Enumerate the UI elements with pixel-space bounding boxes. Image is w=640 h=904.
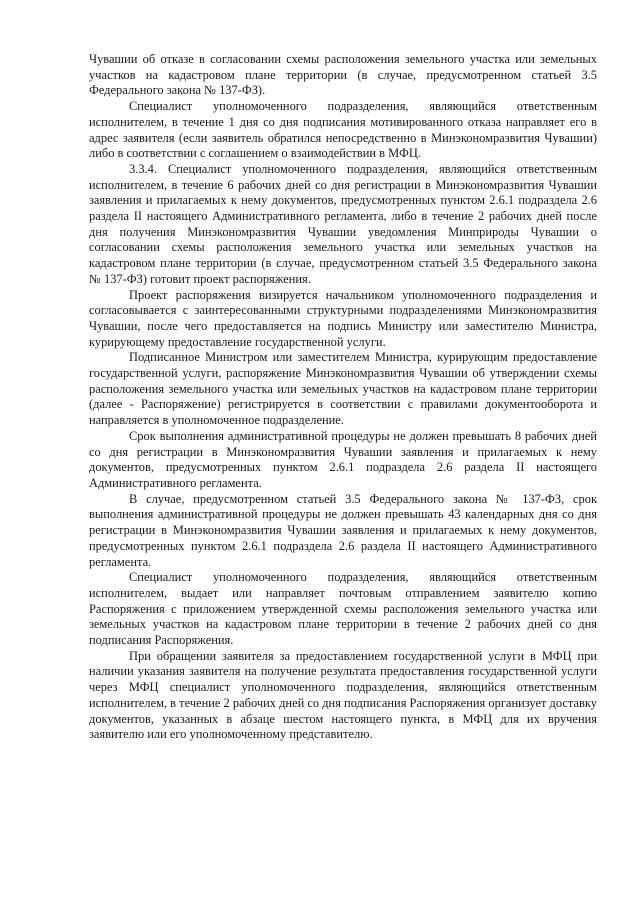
paragraph-refusal-sending: Специалист уполномоченного подразделения, являющийся ответственным исполнителем, в течение 1 дня со дня подписания мотивированного отказа направляет его в адрес заявителя (если заявитель обратился непосредственно в Минэкономразвития Чувашии) либо в соответствии с соглашением о взаимодействии в МФЦ. xyxy=(89,99,597,161)
paragraph-procedure-term: Срок выполнения административной процедуры не должен превышать 8 рабочих дней со дня регистрации в Минэкономразвития Чувашии заявления и прилагаемых к нему документов, предусмотренных пунктом 2.6.1 подраздела 2.6 раздела II настоящего Административного регламента. xyxy=(89,428,597,490)
paragraph-draft-approval: Проект распоряжения визируется начальником уполномоченного подразделения и согласовывается с заинтересованными структурными подразделениями Минэкономразвития Чувашии, после чего предоставляется на подпись Министру или заместителю Министра, курирующему предоставление государственной услуги. xyxy=(89,287,597,349)
paragraph-3-3-4-draft-order: 3.3.4. Специалист уполномоченного подразделения, являющийся ответственным исполнителем, в течение 6 рабочих дней со дня регистрации в Минэкономразвития Чувашии заявления и прилагаемых к нему документов, предусмотренных пунктом 2.6.1 подраздела 2.6 раздела II настоящего Административного регламента, либо в течение 2 рабочих дней после дня получения Минэкономразвития Чувашии уведомления Минприроды Чувашии о согласовании схемы расположения земельного участка или земельных участков на кадастровом плане территории (в случае, предусмотренном статьей 3.5 Федерального закона № 137-ФЗ) готовит проект распоряжения. xyxy=(89,161,597,286)
document-page xyxy=(89,52,597,743)
paragraph-refusal-continuation: Чувашии об отказе в согласовании схемы расположения земельного участка или земельных участков на кадастровом плане территории (в случае, предусмотренном статьей 3.5 Федерального закона № 137-ФЗ). xyxy=(89,52,597,98)
paragraph-mfc-delivery: При обращении заявителя за предоставлением государственной услуги в МФЦ при наличии указания заявителя на получение результата предоставления государственной услуги через МФЦ специалист уполномоченного подразделения, являющийся ответственным исполнителем, в течение 2 рабочих дней со дня подписания Распоряжения организует доставку документов, указанных в абзаце шестом настоящего пункта, в МФЦ для их вручения заявителю или его уполномоченному представителю. xyxy=(89,648,597,742)
paragraph-order-registration: Подписанное Министром или заместителем Министра, курирующим предоставление государственной услуги, распоряжение Минэкономразвития Чувашии об утверждении схемы расположения земельного участка или земельных участков на кадастровом плане территории (далее - Распоряжение) регистрируется в соответствии с правилами документооборота и направляется в уполномоченное подразделение. xyxy=(89,350,597,428)
paragraph-order-issuance: Специалист уполномоченного подразделения, являющийся ответственным исполнителем, выдает или направляет почтовым отправлением заявителю копию Распоряжения с приложением утвержденной схемы расположения земельного участка или земельных участков на кадастровом плане территории в течение 2 рабочих дней со дня подписания Распоряжения. xyxy=(89,570,597,648)
paragraph-extended-term: В случае, предусмотренном статьей 3.5 Федерального закона № 137-ФЗ, срок выполнения административной процедуры не должен превышать 43 календарных дня со дня регистрации в Минэкономразвития Чувашии заявления и прилагаемых к нему документов, предусмотренных пунктом 2.6.1 подраздела 2.6 раздела II настоящего Административного регламента. xyxy=(89,491,597,569)
